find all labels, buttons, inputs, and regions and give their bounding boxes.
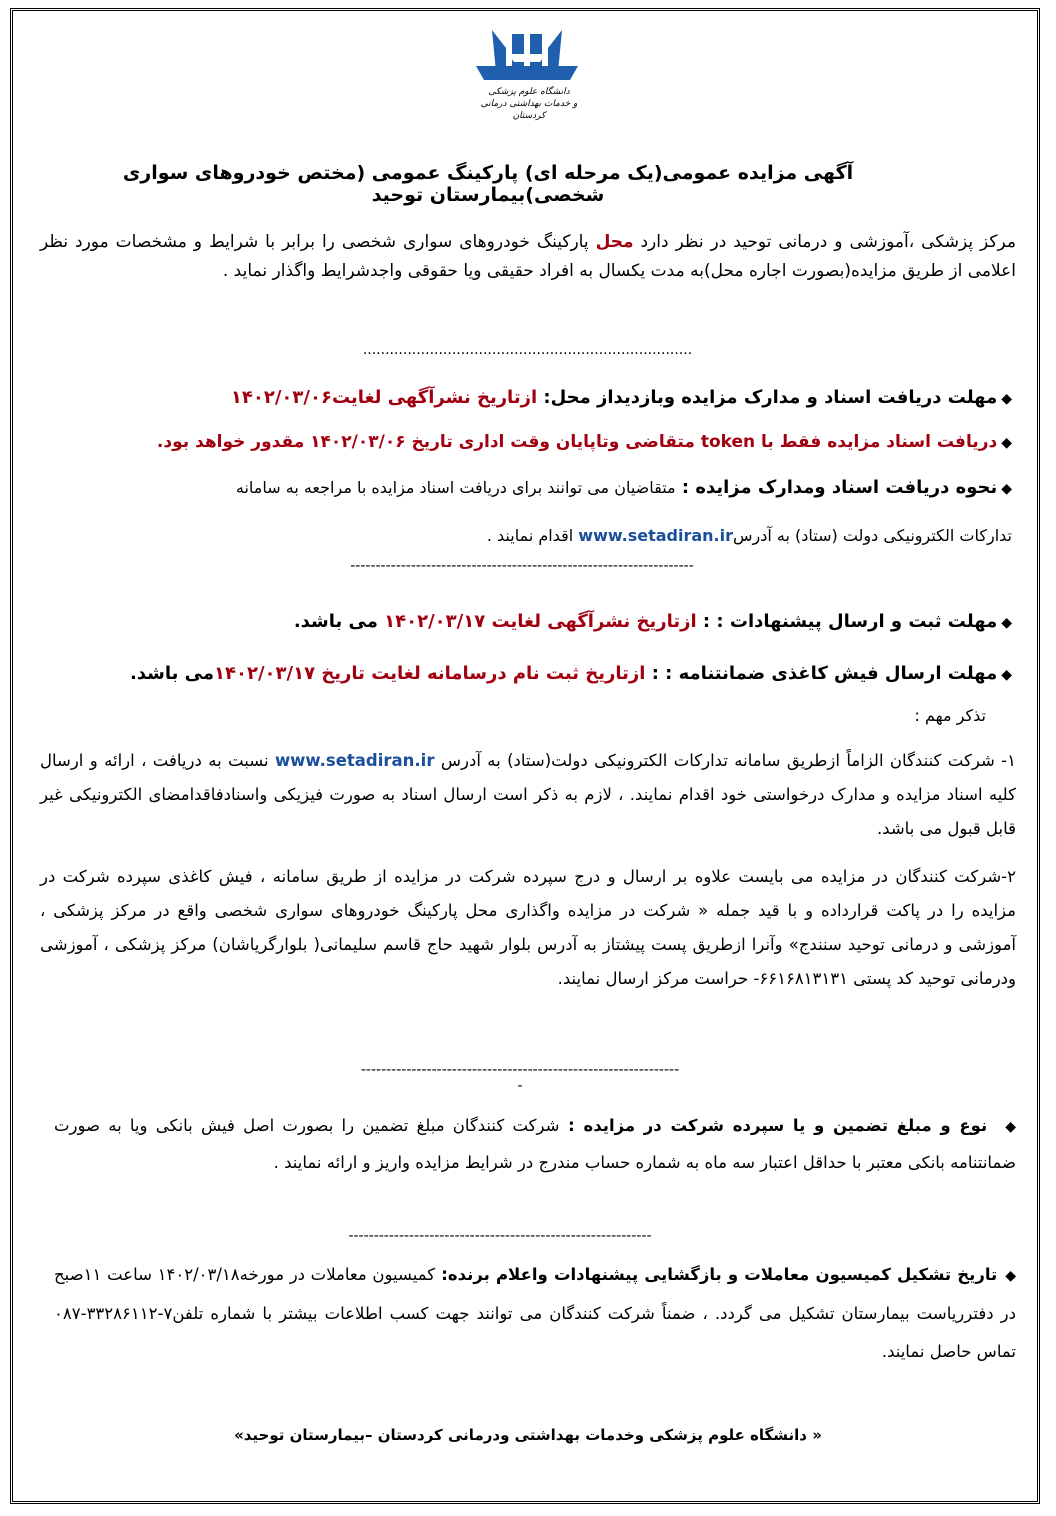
logo-caption: دانشگاه علوم پزشکی و خدمات بهداشتی درمانی کردستان: [480, 87, 578, 121]
setadiran-link[interactable]: www.setadiran.ir: [578, 526, 733, 545]
how-to-receive-line2: تدارکات الکترونیکی دولت (ستاد) به آدرسwww.setadiran.ir اقدام نمایند .: [486, 526, 1012, 545]
note-1: ۱- شرکت کنندگان الزاماً ازطریق سامانه تدارکات الکترونیکی دولت(ستاد) به آدرس www.setadiran.ir نسبت به دریافت ، ارائه و ارسال کلیه اسناد مزایده و مدارک درخواستی خود اقدام نمایند. ، لازم به ذکر است ارسال اسناد به صورت فیزیکی واسنادفاقدامضای الکترونیکی غیر قابل قبول می باشد.: [40, 751, 1016, 838]
intro-paragraph: مرکز پزشکی ،آموزشی و درمانی توحید در نظر دارد محل پارکینگ خودروهای سواری شخصی را برابر با شرایط و مشخصات مورد نظر اعلامی از طریق مزایده(بصورت اجاره محل)به مدت یکسال به افراد حقیقی ویا حقوقی واجدشرایط واگذار نماید .: [40, 232, 1016, 281]
notice-label: تذکر مهم :: [914, 706, 986, 725]
offer-deadline-item: ◆مهلت ثبت و ارسال پیشنهادات : : ازتاریخ نشرآگهی لغایت ۱۴۰۲/۰۳/۱۷ می باشد.: [293, 611, 1012, 632]
dashed-separator-3: ------------------------------------------------------------: [348, 1228, 652, 1244]
university-emblem-icon: [462, 22, 592, 140]
token-note-item: ◆دریافت اسناد مزایده فقط با token متقاضی وتاپایان وقت اداری تاریخ ۱۴۰۲/۰۳/۰۶ مقدور خواهد بود.: [156, 432, 1012, 452]
page-title: آگهی مزایده عمومی(یک مرحله ای) پارکینگ عمومی (مختص خودروهای سواری شخصی)بیمارستان توحید: [122, 162, 854, 206]
dashed-separator-2: ----------------------------------------------------------------: [360, 1062, 680, 1094]
doc-deadline-item: ◆مهلت دریافت اسناد و مدارک مزایده وبازدیداز محل: ازتاریخ نشرآگهی لغایت۱۴۰۲/۰۳/۰۶: [230, 387, 1012, 408]
commission-item: ◆تاریخ تشکیل کمیسیون معاملات و بازگشایی پیشنهادات واعلام برنده: کمیسیون معاملات در مورخه۱۴۰۲/۰۳/۱۸ ساعت ۱۱صبح در دفترریاست بیمارستان تشکیل می گردد. ، ضمناً شرکت کنندگان می توانند جهت کسب اطلاعات بیشتر با شماره تلفن۷-۳۳۲۸۶۱۱۲-۰۸۷ تماس حاصل نمایند.: [54, 1265, 1017, 1361]
guarantee-deadline-item: ◆مهلت ارسال فیش کاغذی ضمانتنامه : : ازتاریخ ثبت نام درسامانه لغایت تاریخ ۱۴۰۲/۰۳/۱۷می باشد.: [129, 663, 1012, 684]
how-to-receive-item: ◆نحوه دریافت اسناد ومدارک مزایده : متقاضیان می توانند برای دریافت اسناد مزایده با مراجعه به سامانه: [235, 477, 1012, 498]
dashed-separator-1: --------------------------------------------------------------------: [350, 558, 694, 574]
note-2: ۲-شرکت کنندگان در مزایده می بایست علاوه بر ارسال و درج سپرده شرکت در مزایده از طریق سامانه ، فیش کاغذی سپرده شرکت در مزایده را در پاکت قرارداده و با قید جمله « شرکت در مزایده واگذاری محل پارکینگ خودروهای سواری شخصی واقع در مرکز پزشکی ، آموزشی و درمانی توحید سنندج» وآنرا ازطریق پست پیشتاز به آدرس بلوار شهید حاج قاسم سلیمانی( بلوارگریاشان) مرکز پزشکی ، آموزشی ودرمانی توحید کد پستی ۶۶۱۶۸۱۳۱۳۱- حراست مرکز ارسال نمایند.: [40, 867, 1016, 988]
dotted-separator: ..........................................................................: [362, 342, 693, 358]
footer-signature: « دانشگاه علوم پزشکی وخدمات بهداشتی ودرمانی کردستان –بیمارستان توحید»: [234, 1426, 822, 1444]
deposit-item: ◆نوع و مبلغ تضمین و یا سپرده شرکت در مزایده : شرکت کنندگان مبلغ تضمین را بصورت اصل فیش بانکی ویا به صورت ضمانتنامه بانکی معتبر با حداقل اعتبار سه ماه به شماره حساب مندرج در شرایط مزایده واریز و ارائه نمایند .: [54, 1116, 1016, 1172]
setadiran-link-2[interactable]: www.setadiran.ir: [274, 751, 435, 770]
